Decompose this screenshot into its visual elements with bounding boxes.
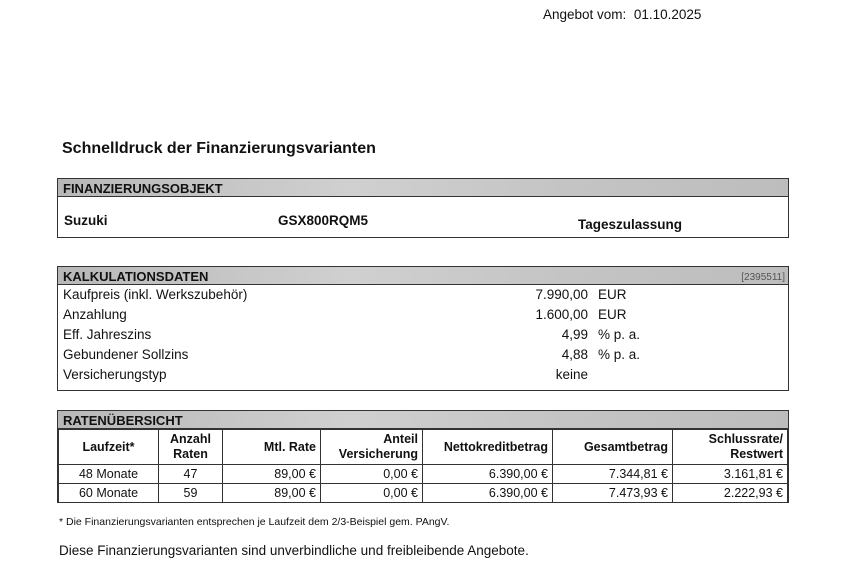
reference-number: [2395511] bbox=[741, 272, 785, 283]
calc-label: Versicherungstyp bbox=[63, 367, 167, 382]
offer-date bbox=[543, 7, 701, 22]
calc-value: 1.600,00 bbox=[535, 307, 588, 322]
table-cell: 48 Monate bbox=[59, 465, 159, 484]
calc-row bbox=[58, 325, 788, 345]
table-cell: 0,00 € bbox=[321, 465, 423, 484]
offer-date-label: Angebot vom: bbox=[543, 7, 627, 22]
page-title: Schnelldruck der Finanzierungsvarianten bbox=[62, 140, 376, 157]
table-cell: 0,00 € bbox=[321, 484, 423, 503]
rates-section bbox=[57, 410, 789, 503]
vehicle-status: Tageszulassung bbox=[578, 217, 683, 232]
calc-unit: EUR bbox=[598, 287, 627, 302]
table-cell: 6.390,00 € bbox=[423, 484, 553, 503]
column-header: Gesamtbetrag bbox=[553, 430, 673, 465]
calc-value: 7.990,00 bbox=[535, 287, 588, 302]
calc-row bbox=[58, 305, 788, 325]
brand: Suzuki bbox=[64, 213, 108, 228]
calc-unit: % p. a. bbox=[598, 327, 641, 342]
table-cell: 7.473,93 € bbox=[553, 484, 673, 503]
table-cell: 89,00 € bbox=[223, 484, 321, 503]
table-cell: 7.344,81 € bbox=[553, 465, 673, 484]
column-header: Schlussrate/ Restwert bbox=[673, 430, 788, 465]
model: GSX800RQM5 bbox=[278, 213, 369, 228]
offer-date-value: 01.10.2025 bbox=[633, 7, 702, 22]
footnote: * Die Finanzierungsvarianten entsprechen je Laufzeit dem 2/3-Beispiel gem. PAngV. bbox=[59, 516, 450, 528]
disclaimer: Diese Finanzierungsvarianten sind unverbindliche und freibleibende Angebote. bbox=[59, 543, 529, 558]
column-header: Laufzeit* bbox=[59, 430, 159, 465]
column-header: Anteil Versicherung bbox=[321, 430, 423, 465]
calc-unit: EUR bbox=[598, 307, 627, 322]
table-cell: 3.161,81 € bbox=[673, 465, 788, 484]
section-heading bbox=[58, 267, 788, 285]
calc-value: 4,88 bbox=[561, 347, 588, 362]
table-cell: 47 bbox=[159, 465, 223, 484]
table-cell: 2.222,93 € bbox=[673, 484, 788, 503]
calc-row bbox=[58, 365, 788, 385]
calculation-section bbox=[57, 266, 789, 391]
table-cell: 59 bbox=[159, 484, 223, 503]
calc-label: Eff. Jahreszins bbox=[63, 327, 152, 342]
column-header: Nettokreditbetrag bbox=[423, 430, 553, 465]
table-cell: 6.390,00 € bbox=[423, 465, 553, 484]
calc-value: 4,99 bbox=[561, 327, 588, 342]
rates-table bbox=[58, 429, 788, 503]
section-heading: RATENÜBERSICHT bbox=[58, 411, 788, 429]
calc-value: keine bbox=[555, 367, 588, 382]
column-header: Anzahl Raten bbox=[159, 430, 223, 465]
calc-row bbox=[58, 285, 788, 305]
table-cell: 89,00 € bbox=[223, 465, 321, 484]
table-row bbox=[59, 484, 788, 503]
section-heading: FINANZIERUNGSOBJEKT bbox=[58, 179, 788, 197]
calc-label: Gebundener Sollzins bbox=[63, 347, 189, 362]
calc-row bbox=[58, 345, 788, 365]
calc-label: Kaufpreis (inkl. Werkszubehör) bbox=[63, 287, 248, 302]
financing-object-section bbox=[57, 178, 789, 238]
table-row bbox=[59, 465, 788, 484]
table-cell: 60 Monate bbox=[59, 484, 159, 503]
calc-label: Anzahlung bbox=[63, 307, 127, 322]
calc-unit: % p. a. bbox=[598, 347, 641, 362]
heading-text: KALKULATIONSDATEN bbox=[63, 269, 209, 284]
column-header: Mtl. Rate bbox=[223, 430, 321, 465]
